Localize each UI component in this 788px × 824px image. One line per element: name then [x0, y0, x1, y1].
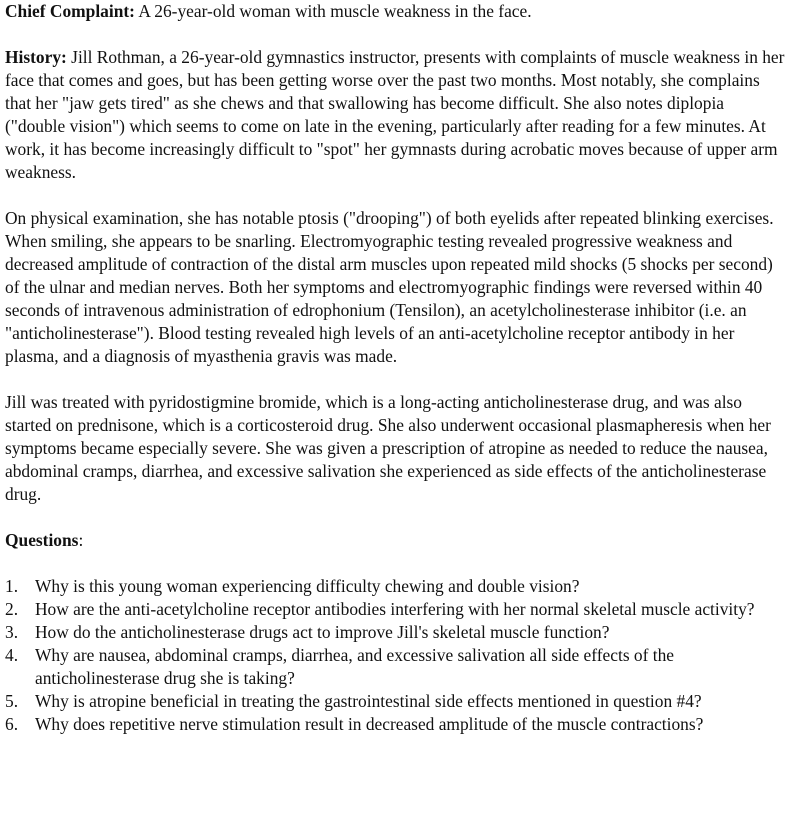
- history-paragraph-2: [5, 207, 786, 368]
- question-text: Why is atropine beneficial in treating the gastrointestinal side effects mentioned in question #4?: [35, 691, 702, 711]
- question-number: 1.: [5, 576, 19, 596]
- question-number: 5.: [5, 691, 19, 711]
- chief-complaint-paragraph: [5, 0, 786, 23]
- history-text-1: Jill Rothman, a 26-year-old gymnastics instructor, presents with complaints of muscle weakness in her face that comes and goes, but has been getting worse over the past two months. Most notably, she complains that her "jaw gets tired" as she chews and that swallowing has become difficult. She also notes diplopia ("double vision") which seems to come on late in the evening, particularly after reading for a few minutes. At work, it has become increasingly difficult to "spot" her gymnasts during acrobatic moves because of upper arm weakness.: [5, 47, 785, 182]
- question-text: How do the anticholinesterase drugs act to improve Jill's skeletal muscle function?: [35, 622, 610, 642]
- question-item-6: [5, 713, 786, 736]
- case-study-document: [5, 0, 786, 736]
- question-text: Why does repetitive nerve stimulation result in decreased amplitude of the muscle contractions?: [35, 714, 704, 734]
- question-text: How are the anti-acetylcholine receptor antibodies interfering with her normal skeletal muscle activity?: [35, 599, 755, 619]
- questions-colon: :: [78, 530, 84, 550]
- question-number: 6.: [5, 714, 19, 734]
- chief-complaint-text: A 26-year-old woman with muscle weakness in the face.: [134, 1, 532, 21]
- history-label: History:: [5, 47, 67, 67]
- question-item-4: [5, 644, 786, 690]
- history-paragraph-3: [5, 391, 786, 506]
- question-text: Why are nausea, abdominal cramps, diarrhea, and excessive salivation all side effects of the anticholinesterase drug she is taking?: [35, 645, 675, 688]
- question-number: 2.: [5, 599, 19, 619]
- question-item-3: [5, 621, 786, 644]
- questions-heading: [5, 529, 786, 552]
- history-paragraph-1: [5, 46, 786, 184]
- question-item-5: [5, 690, 786, 713]
- history-text-2: On physical examination, she has notable ptosis ("drooping") of both eyelids after repeated blinking exercises. When smiling, she appears to be snarling. Electromyographic testing revealed progressive weakness and decreased amplitude of contraction of the distal arm muscles upon repeated mild shocks (5 shocks per second) of the ulnar and median nerves. Both her symptoms and electromyographic findings were reversed within 40 seconds of intravenous administration of edrophonium (Tensilon), an acetylcholinesterase inhibitor (i.e. an "anticholinesterase"). Blood testing revealed high levels of an anti-acetylcholine receptor antibody in her plasma, and a diagnosis of myasthenia gravis was made.: [5, 208, 774, 366]
- question-text: Why is this young woman experiencing difficulty chewing and double vision?: [35, 576, 580, 596]
- question-item-1: [5, 575, 786, 598]
- chief-complaint-label: Chief Complaint:: [5, 1, 135, 21]
- questions-list: [5, 575, 786, 736]
- question-number: 4.: [5, 645, 19, 665]
- question-number: 3.: [5, 622, 19, 642]
- history-text-3: Jill was treated with pyridostigmine bromide, which is a long-acting anticholinesterase drug, and was also started on prednisone, which is a corticosteroid drug. She also underwent occasional plasmapheresis when her symptoms became especially severe. She was given a prescription of atropine as needed to reduce the nausea, abdominal cramps, diarrhea, and excessive salivation she experienced as side effects of the anticholinesterase drug.: [5, 392, 771, 504]
- questions-label: Questions: [5, 530, 79, 550]
- question-item-2: [5, 598, 786, 621]
